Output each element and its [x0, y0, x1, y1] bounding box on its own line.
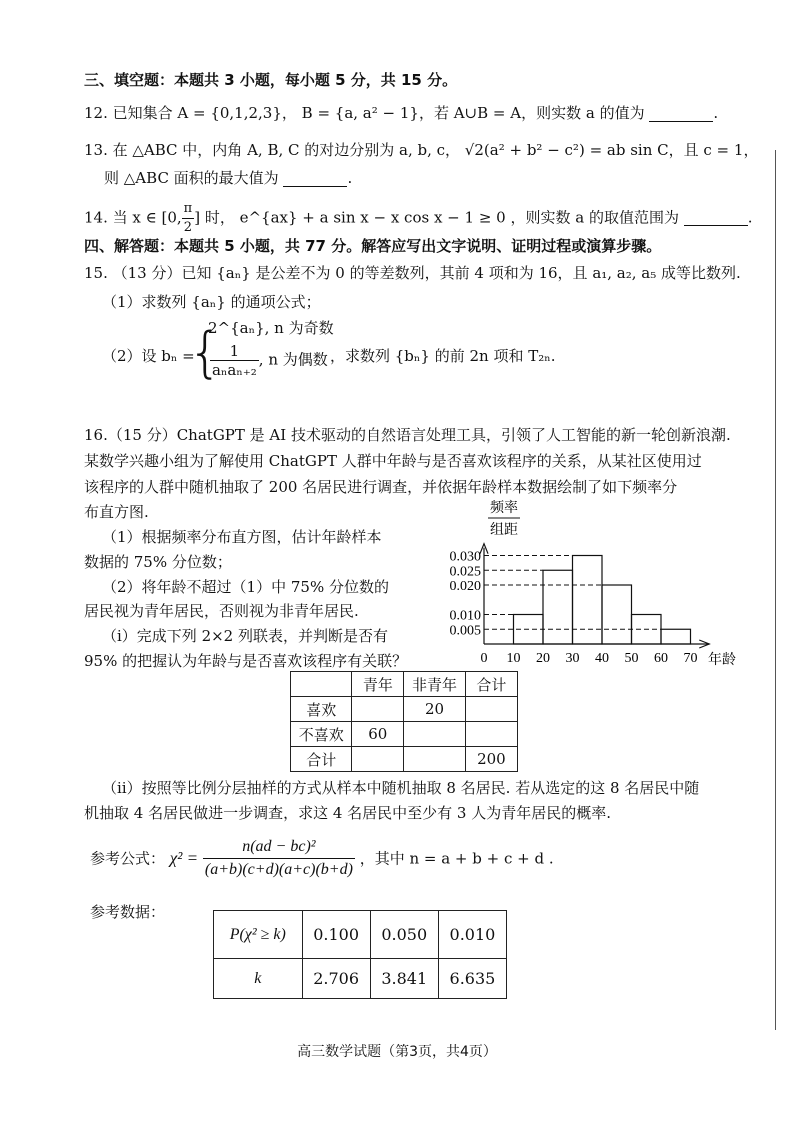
x-tick-label: 50: [624, 651, 639, 666]
q16-ii-b: 机抽取 4 名居民做进一步调查，求这 4 名居民中至少有 3 人为青年居民的概率.: [84, 804, 612, 822]
table-cell-input[interactable]: [352, 697, 404, 722]
histogram-bar: [573, 556, 603, 645]
q13-dot: .: [347, 169, 353, 187]
reference-data-table: [213, 910, 507, 999]
x-tick-label: 70: [683, 651, 698, 666]
q15-2-pre: （2）设 bₙ =: [102, 347, 195, 365]
q16-line1: 16.（15 分）ChatGPT 是 AI 技术驱动的自然语言处理工具，引领了人工智能的新一轮创新浪潮.: [84, 426, 731, 444]
q13-answer-blank[interactable]: [283, 172, 347, 187]
q14-dot: .: [747, 208, 753, 227]
q16-line4: 布直方图.: [84, 503, 149, 521]
q15-case2-tail: , n 为偶数: [258, 350, 328, 369]
table-row: [214, 959, 507, 999]
x-tick-label: 10: [506, 651, 521, 666]
histogram-bar: [661, 629, 691, 644]
q15-intro: 15. （13 分）已知 {aₙ} 是公差不为 0 的等差数列，其前 4 项和为 16，且 a₁, a₂, a₅ 成等比数列.: [84, 264, 741, 282]
y-axis-label-top: 频率: [490, 500, 518, 516]
frequency-histogram: [430, 496, 750, 672]
x-tick-label: 0: [480, 651, 488, 666]
table-cell-input[interactable]: [404, 747, 466, 772]
table-cell: k: [214, 959, 303, 999]
q16-line3: 该程序的人群中随机抽取了 200 名居民进行调查，并依据年龄样本数据绘制了如下频率分: [84, 478, 678, 496]
q14-pre: 14. 当 x ∈ [0,: [84, 208, 182, 227]
table-cell: 20: [404, 697, 466, 722]
q16-i-a: （ⅰ）完成下列 2×2 列联表，并判断是否有: [102, 627, 388, 645]
formula-label: 参考公式：: [90, 849, 166, 868]
q15-case1: 2^{aₙ}, n 为奇数: [208, 319, 334, 337]
table-cell-input[interactable]: [465, 697, 517, 722]
q15-case2: [210, 342, 328, 379]
row-label-dislike: 不喜欢: [291, 722, 352, 747]
histogram-bar: [602, 585, 632, 644]
y-tick-label: 0.005: [449, 623, 481, 639]
page-footer: 高三数学试题（第3页，共4页）: [297, 1044, 497, 1060]
q12-text: 12. 已知集合 A = {0,1,2,3}， B = {a, a² − 1}，若 A∪B = A，则实数 a 的值为: [84, 104, 645, 122]
table-cell-input[interactable]: [465, 722, 517, 747]
q16-line2: 某数学兴趣小组为了解使用 ChatGPT 人群中年龄与是否喜欢该程序的关系，从某社区使用过: [84, 452, 702, 470]
x-tick-label: 30: [565, 651, 580, 666]
q16-i-b: 95% 的把握认为年龄与是否喜欢该程序有关联？: [84, 652, 408, 670]
table-header-row: [291, 672, 518, 697]
formula-numerator: n(ad − bc)²: [203, 836, 355, 859]
table-header-youth: 青年: [352, 672, 404, 697]
section3-heading: 三、填空题：本题共 3 小题，每小题 5 分，共 15 分。: [84, 71, 458, 89]
table-row: [291, 697, 518, 722]
x-tick-label: 40: [595, 651, 609, 666]
y-tick-label: 0.030: [449, 549, 481, 565]
q14-frac-num: π: [182, 200, 195, 219]
y-tick-label: 0.010: [449, 608, 481, 624]
q12-answer-blank[interactable]: [649, 107, 713, 122]
table-row: [291, 722, 518, 747]
q16-ii-a: （ⅱ）按照等比例分层抽样的方式从样本中随机抽取 8 名居民. 若从选定的这 8 名居民中随: [102, 779, 700, 797]
table-row: [291, 747, 518, 772]
question-13-line2: [104, 168, 352, 188]
table-cell-input[interactable]: [352, 747, 404, 772]
q13-line1: 13. 在 △ABC 中，内角 A, B, C 的对边分别为 a, b, c， √2(a² + b² − c²) = ab sin C，且 c = 1，: [84, 141, 759, 159]
table-header-total: 合计: [465, 672, 517, 697]
question-14: [84, 200, 753, 237]
q16-part1-b: 数据的 75% 分位数；: [84, 553, 232, 571]
q14-post: ] 时， e^{ax} + a sin x − x cos x − 1 ≥ 0 ，则实数 a 的取值范围为: [194, 208, 679, 227]
reference-data-label: 参考数据：: [90, 903, 166, 921]
table-cell: 0.100: [302, 911, 370, 959]
y-tick-label: 0.020: [449, 579, 481, 594]
q14-frac-den: 2: [183, 220, 193, 235]
q14-answer-blank[interactable]: [684, 211, 748, 226]
table-cell: 3.841: [370, 959, 438, 999]
q15-case2-num: 1: [210, 342, 259, 361]
table-row: [214, 911, 507, 959]
q16-part2-a: （2）将年龄不超过（1）中 75% 分位数的: [102, 578, 389, 596]
q15-2-post: ，求数列 {bₙ} 的前 2n 项和 T₂ₙ.: [330, 347, 556, 365]
q12-dot: .: [713, 104, 719, 122]
table-cell: P(χ² ≥ k): [214, 911, 303, 959]
section4-heading: 四、解答题：本题共 5 小题，共 77 分。解答应写出文字说明、证明过程或演算步骤。: [84, 237, 662, 255]
histogram-bar: [543, 570, 573, 644]
y-tick-label: 0.025: [449, 564, 481, 580]
table-cell: 60: [352, 722, 404, 747]
formula-tail: ，其中 n = a + b + c + d .: [359, 849, 554, 868]
table-cell: [291, 672, 352, 697]
table-cell: 0.050: [370, 911, 438, 959]
q15-case2-den: aₙaₙ₊₂: [212, 361, 257, 379]
row-label-total: 合计: [291, 747, 352, 772]
y-axis-label-bottom: 组距: [490, 522, 518, 538]
contingency-table: [290, 671, 518, 772]
table-cell-input[interactable]: [404, 722, 466, 747]
question-12: [84, 103, 718, 123]
q16-part1-a: （1）根据频率分布直方图，估计年龄样本: [102, 528, 382, 546]
formula-denominator: (a+b)(c+d)(a+c)(b+d): [204, 861, 353, 878]
page-edge-line: [775, 150, 776, 1030]
x-axis-label: 年龄: [708, 652, 736, 668]
formula-lhs: χ² =: [169, 848, 199, 868]
reference-formula: [90, 836, 554, 881]
table-cell: 2.706: [302, 959, 370, 999]
table-cell: 6.635: [438, 959, 506, 999]
table-cell: 0.010: [438, 911, 506, 959]
x-tick-label: 60: [654, 651, 668, 666]
table-cell: 200: [465, 747, 517, 772]
q15-part1: （1）求数列 {aₙ} 的通项公式；: [102, 293, 321, 311]
q13-text: 则 △ABC 面积的最大值为: [104, 169, 279, 187]
q16-part2-b: 居民视为青年居民，否则视为非青年居民.: [84, 602, 359, 620]
x-tick-label: 20: [536, 651, 550, 666]
brace-icon: {: [188, 321, 223, 384]
row-label-like: 喜欢: [291, 697, 352, 722]
table-header-non-youth: 非青年: [404, 672, 466, 697]
